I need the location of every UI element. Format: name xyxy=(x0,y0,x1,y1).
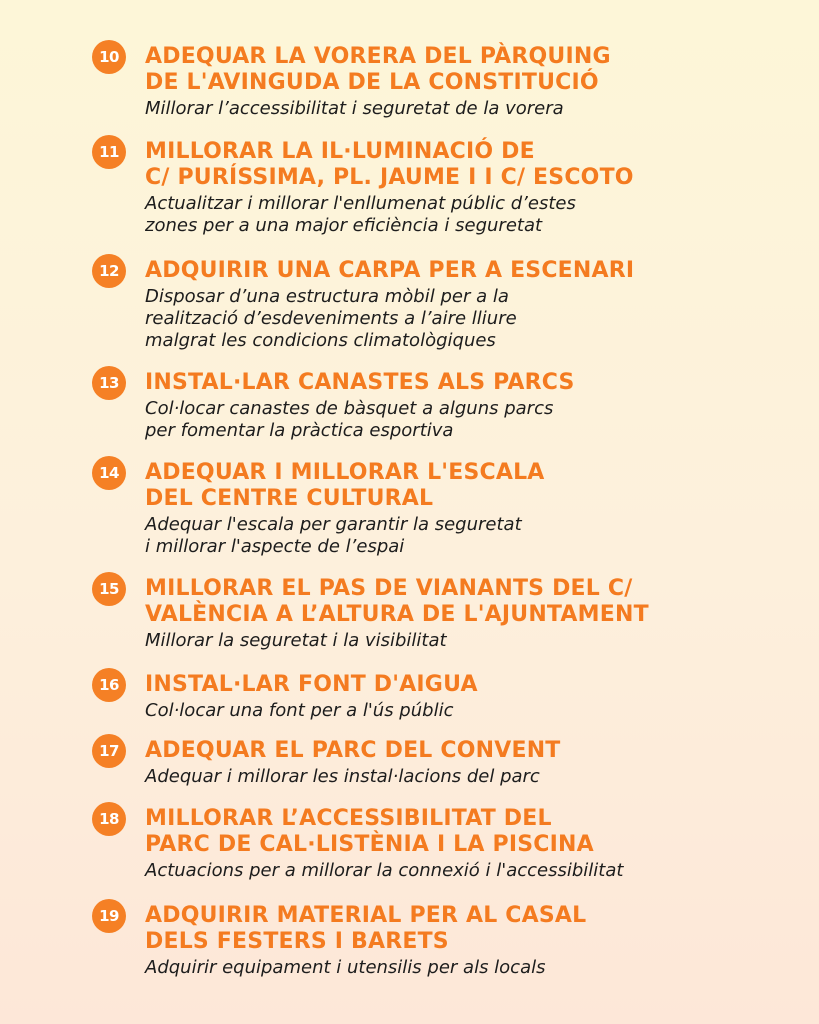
item-title: ADQUIRIR UNA CARPA PER A ESCENARI xyxy=(145,258,635,283)
item-description: Disposar d’una estructura mòbil per a la realització d’esdeveniments a l’aire lliure malgrat les condicions climatològiques xyxy=(145,286,517,351)
number-badge: 10 xyxy=(92,40,126,74)
number-badge: 19 xyxy=(92,899,126,933)
item-description: Actuacions per a millorar la connexió i l'accessibilitat xyxy=(145,860,624,881)
number-badge: 12 xyxy=(92,254,126,288)
item-description: Adequar l'escala per garantir la seguretat i millorar l'aspecte de l’espai xyxy=(145,514,522,557)
number-badge: 16 xyxy=(92,668,126,702)
item-title: INSTAL·LAR FONT D'AIGUA xyxy=(145,672,478,697)
item-description: Adquirir equipament i utensilis per als locals xyxy=(145,957,546,978)
number-badge: 11 xyxy=(92,135,126,169)
item-description: Actualitzar i millorar l'enllumenat públic d’estes zones per a una major eficiència i seguretat xyxy=(145,193,576,236)
item-description: Millorar l’accessibilitat i seguretat de la vorera xyxy=(145,98,564,119)
item-description: Col·locar una font per a l'ús públic xyxy=(145,700,454,721)
item-title: MILLORAR L’ACCESSIBILITAT DEL PARC DE CAL·LISTÈNIA I LA PISCINA xyxy=(145,806,594,857)
item-description: Col·locar canastes de bàsquet a alguns parcs per fomentar la pràctica esportiva xyxy=(145,398,554,441)
number-badge: 15 xyxy=(92,572,126,606)
number-badge: 17 xyxy=(92,734,126,768)
item-title: MILLORAR EL PAS DE VIANANTS DEL C/ VALÈNCIA A L’ALTURA DE L'AJUNTAMENT xyxy=(145,576,649,627)
item-title: ADEQUAR EL PARC DEL CONVENT xyxy=(145,738,561,763)
item-title: ADEQUAR I MILLORAR L'ESCALA DEL CENTRE CULTURAL xyxy=(145,460,545,511)
item-description: Millorar la seguretat i la visibilitat xyxy=(145,630,447,651)
item-title: ADEQUAR LA VORERA DEL PÀRQUING DE L'AVINGUDA DE LA CONSTITUCIÓ xyxy=(145,44,611,95)
item-description: Adequar i millorar les instal·lacions del parc xyxy=(145,766,540,787)
item-title: MILLORAR LA IL·LUMINACIÓ DE C/ PURÍSSIMA, PL. JAUME I I C/ ESCOTO xyxy=(145,139,634,190)
number-badge: 18 xyxy=(92,802,126,836)
number-badge: 13 xyxy=(92,366,126,400)
item-title: INSTAL·LAR CANASTES ALS PARCS xyxy=(145,370,575,395)
number-badge: 14 xyxy=(92,456,126,490)
item-title: ADQUIRIR MATERIAL PER AL CASAL DELS FESTERS I BARETS xyxy=(145,903,587,954)
